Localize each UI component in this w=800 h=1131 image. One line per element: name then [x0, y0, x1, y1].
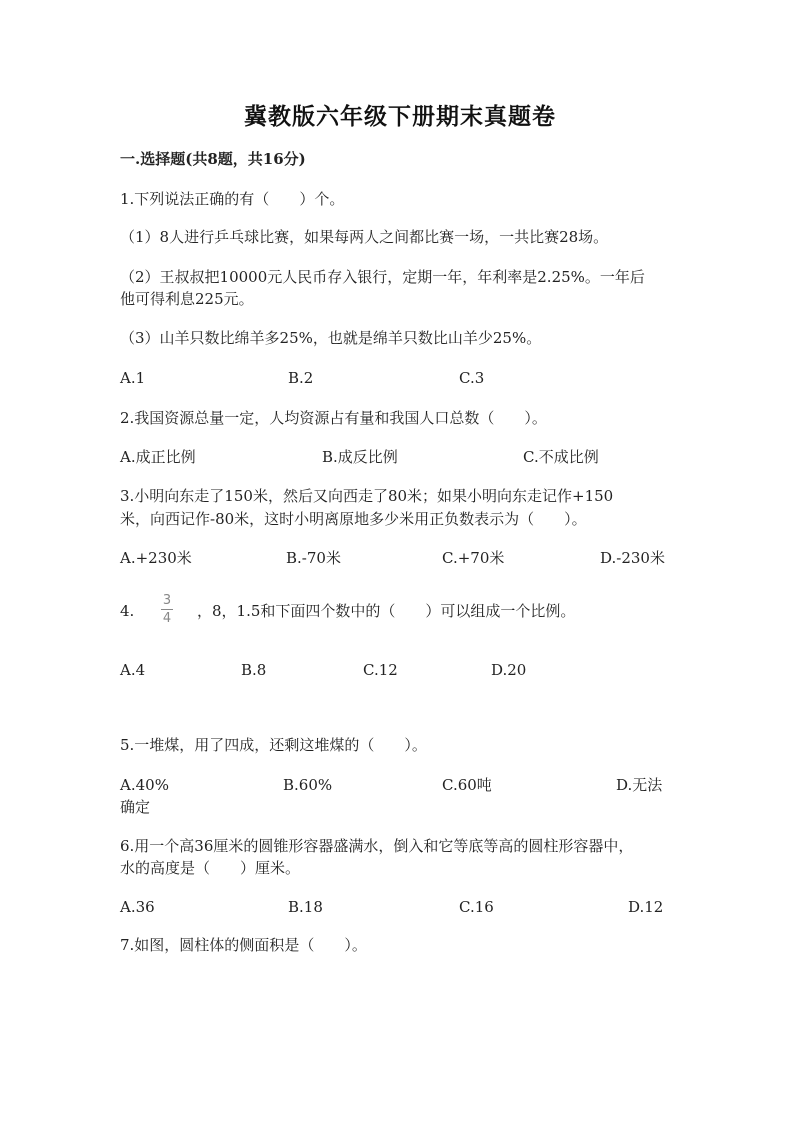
fraction-three-quarters — [160, 593, 174, 626]
option-d: D.无法 — [616, 776, 663, 794]
question-2-stem: 2.我国资源总量一定，人均资源占有量和我国人口总数（ ）。 — [120, 409, 547, 427]
question-1-statement-1: （1）8人进行乒乓球比赛，如果每两人之间都比赛一场，一共比赛28场。 — [120, 228, 609, 246]
option-c: C.12 — [363, 661, 398, 679]
section-heading: 一.选择题(共8题，共16分) — [120, 150, 306, 168]
option-b: B.8 — [241, 661, 267, 679]
option-c: C.60吨 — [442, 776, 492, 794]
question-1-statement-3: （3）山羊只数比绵羊多25%，也就是绵羊只数比山羊少25%。 — [120, 329, 542, 347]
option-c: C.不成比例 — [523, 448, 599, 466]
option-b: B.2 — [288, 369, 314, 387]
option-c: C.16 — [459, 898, 494, 916]
fraction-bar — [161, 609, 173, 610]
option-d: D.12 — [628, 898, 664, 916]
option-b: B.-70米 — [286, 549, 341, 567]
option-b: B.成反比例 — [322, 448, 398, 466]
question-3-stem: 3.小明向东走了150米，然后又向西走了80米；如果小明向东走记作+150 — [120, 487, 614, 505]
option-a: A.成正比例 — [120, 448, 196, 466]
question-6-stem: 6.用一个高36厘米的圆锥形容器盛满水，倒入和它等底等高的圆柱形容器中， — [120, 837, 634, 855]
option-c: C.+70米 — [442, 549, 505, 567]
option-d: D.-230米 — [600, 549, 665, 567]
question-1-statement-2-cont: 他可得利息225元。 — [120, 290, 254, 308]
option-b: B.18 — [288, 898, 323, 916]
option-a: A.1 — [120, 369, 146, 387]
question-5-stem: 5.一堆煤，用了四成，还剩这堆煤的（ ）。 — [120, 736, 427, 754]
question-1-statement-2: （2）王叔叔把10000元人民币存入银行，定期一年，年利率是2.25%。一年后 — [120, 268, 645, 286]
option-d-wrap: 确定 — [120, 798, 151, 816]
option-a: A.4 — [120, 661, 146, 679]
question-7-stem: 7.如图，圆柱体的侧面积是（ ）。 — [120, 936, 367, 954]
fraction-numerator: 3 — [162, 593, 172, 608]
option-b: B.60% — [283, 776, 333, 794]
option-a: A.40% — [120, 776, 169, 794]
question-4-stem: ，8，1.5和下面四个数中的（ ）可以组成一个比例。 — [197, 602, 576, 620]
question-3-stem-cont: 米，向西记作-80米，这时小明离原地多少米用正负数表示为（ ）。 — [120, 510, 587, 528]
fraction-denominator: 4 — [162, 611, 172, 626]
option-c: C.3 — [459, 369, 485, 387]
option-d: D.20 — [491, 661, 527, 679]
question-1-stem: 1.下列说法正确的有（ ）个。 — [120, 190, 345, 208]
page-title: 冀教版六年级下册期末真题卷 — [244, 103, 556, 130]
question-4-number: 4. — [120, 602, 135, 620]
option-a: A.+230米 — [120, 549, 192, 567]
question-6-stem-cont: 水的高度是（ ）厘米。 — [120, 859, 301, 877]
option-a: A.36 — [120, 898, 155, 916]
